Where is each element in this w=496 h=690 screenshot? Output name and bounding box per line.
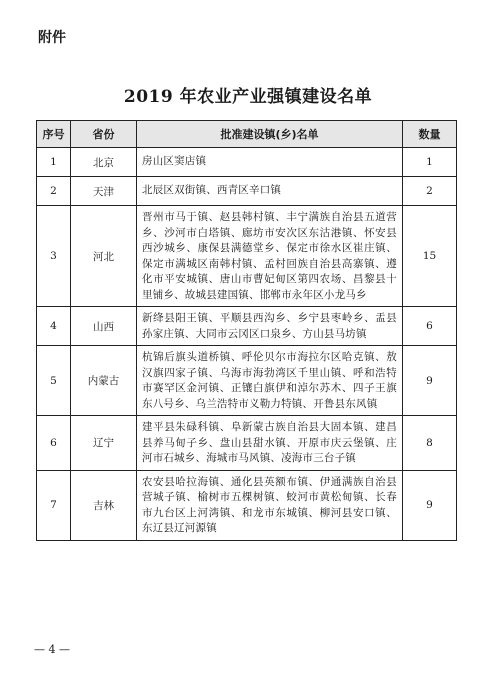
row-towns: 建平县朱碌科镇、阜新蒙古族自治县大固本镇、建昌县养马甸子乡、盘山县甜水镇、开原市庆云堡镇、庄河市石城乡、海城市马风镇、凌海市三台子镇	[137, 416, 403, 471]
row-towns: 农安县哈拉海镇、通化县英额布镇、伊通满族自治县营城子镇、榆树市五棵树镇、蛟河市黄松甸镇、长春市九台区上河湾镇、和龙市东城镇、柳河县安口镇、东辽县辽河源镇	[137, 470, 403, 540]
row-towns: 房山区窦店镇	[137, 148, 403, 177]
row-province: 天津	[71, 177, 137, 206]
table-row	[37, 177, 457, 206]
row-province: 辽宁	[71, 416, 137, 471]
row-towns: 杭锦后旗头道桥镇、呼伦贝尔市海拉尔区哈克镇、敖汉旗四家子镇、乌海市海勃湾区千里山镇、呼和浩特市赛罕区金河镇、正镶白旗伊和淖尔苏木、四子王旗东八号乡、乌兰浩特市义勒力特镇、开鲁县东风镇	[137, 346, 403, 416]
header-count: 数量	[403, 121, 457, 148]
page-number: — 4 —	[34, 643, 70, 656]
row-no: 6	[37, 416, 71, 471]
row-towns: 晋州市马于镇、赵县韩村镇、丰宁满族自治县五道营乡、沙河市白塔镇、廊坊市安次区东沽港镇、怀安县西沙城乡、康保县满德堂乡、保定市徐水区崔庄镇、保定市满城区南韩村镇、孟村回族自治县高寨镇、遵化市平安城镇、唐山市曹妃甸区第四农场、昌黎县十里铺乡、故城县建国镇、邯郸市永年区小龙马乡	[137, 206, 403, 307]
table-header-row	[37, 121, 457, 148]
row-count: 2	[403, 177, 457, 206]
table-row	[37, 346, 457, 416]
town-list-table	[36, 120, 457, 541]
row-count: 9	[403, 470, 457, 540]
table-row	[37, 148, 457, 177]
row-no: 4	[37, 307, 71, 346]
row-province: 吉林	[71, 470, 137, 540]
row-province: 北京	[71, 148, 137, 177]
row-count: 1	[403, 148, 457, 177]
row-towns: 北辰区双街镇、西青区辛口镇	[137, 177, 403, 206]
row-count: 15	[403, 206, 457, 307]
annex-label: 附件	[38, 30, 66, 46]
header-no: 序号	[37, 121, 71, 148]
row-no: 5	[37, 346, 71, 416]
row-province: 内蒙古	[71, 346, 137, 416]
table-row	[37, 206, 457, 307]
document-title: 2019 年农业产业强镇建设名单	[123, 87, 373, 107]
row-province: 山西	[71, 307, 137, 346]
table-row	[37, 416, 457, 471]
table-row	[37, 307, 457, 346]
row-province: 河北	[71, 206, 137, 307]
row-no: 2	[37, 177, 71, 206]
row-towns: 新绛县阳王镇、平顺县西沟乡、乡宁县枣岭乡、盂县孙家庄镇、大同市云冈区口泉乡、方山县马坊镇	[137, 307, 403, 346]
table-row	[37, 470, 457, 540]
row-no: 3	[37, 206, 71, 307]
header-towns: 批准建设镇(乡)名单	[137, 121, 403, 148]
row-count: 9	[403, 346, 457, 416]
row-count: 6	[403, 307, 457, 346]
row-count: 8	[403, 416, 457, 471]
row-no: 7	[37, 470, 71, 540]
row-no: 1	[37, 148, 71, 177]
header-province: 省份	[71, 121, 137, 148]
